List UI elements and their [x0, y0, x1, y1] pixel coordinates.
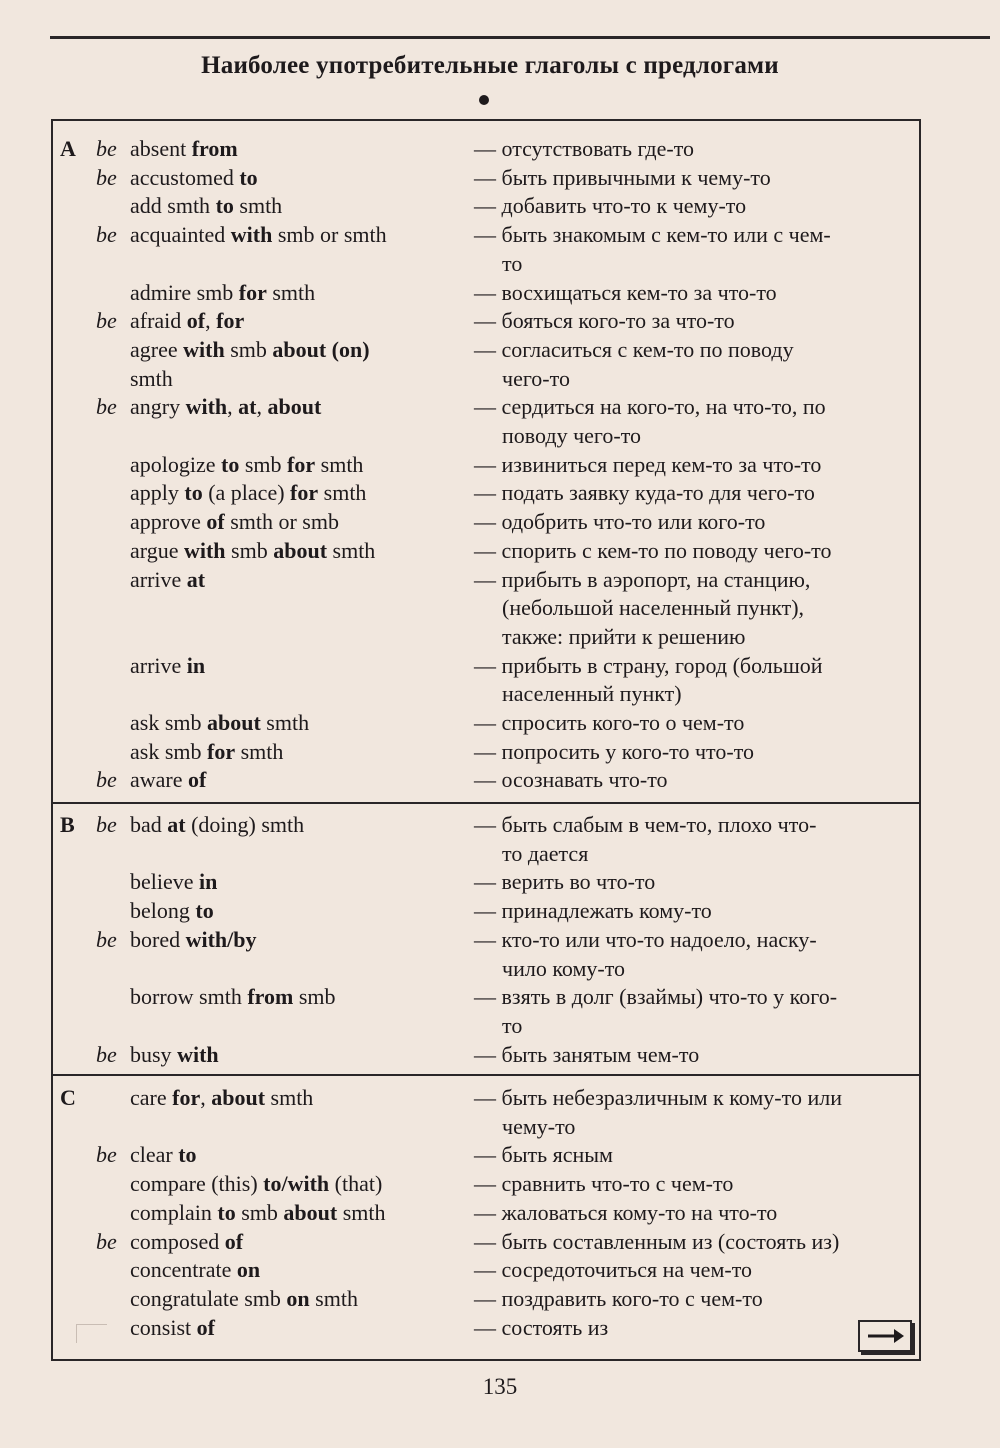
preposition: to — [239, 164, 258, 190]
russian-translation: — согласиться с кем-то по поводу — [474, 336, 794, 362]
preposition: in — [199, 869, 218, 895]
preposition: at — [238, 394, 257, 420]
preposition: of — [188, 767, 207, 793]
preposition: about — [273, 537, 328, 563]
be-prefix: be — [96, 222, 117, 248]
vocab-entry-continuation — [0, 839, 1000, 868]
russian-translation-continuation: населенный пункт) — [502, 681, 682, 707]
vocab-entry — [0, 335, 1000, 364]
vocab-entry — [0, 536, 1000, 565]
english-phrase: composed of — [130, 1228, 244, 1254]
vocab-entry-continuation — [0, 622, 1000, 651]
russian-translation: — состоять из — [474, 1314, 609, 1340]
preposition: of — [186, 308, 206, 334]
english-phrase: accustomed to — [130, 164, 258, 190]
preposition: from — [247, 984, 294, 1010]
russian-translation: — быть небезразличным к кому-то или — [474, 1085, 842, 1110]
english-phrase: borrow smth from smb — [130, 984, 336, 1010]
be-prefix: be — [96, 308, 117, 334]
english-phrase: congratulate smb on smth — [130, 1285, 358, 1311]
preposition: to/with — [263, 1171, 330, 1197]
russian-translation: — принадлежать кому-то — [474, 898, 712, 924]
russian-translation: — одобрить что-то или кого-то — [474, 509, 766, 535]
english-phrase: arrive at — [130, 566, 206, 592]
preposition: of — [224, 1228, 244, 1254]
bleed-through-mark — [76, 1324, 107, 1343]
english-phrase: bored with/by — [130, 926, 257, 952]
preposition: from — [191, 136, 238, 161]
section-letter: B — [60, 812, 75, 837]
preposition: to — [221, 451, 240, 477]
preposition: to — [195, 898, 214, 924]
english-phrase: argue with smb about smth — [130, 537, 376, 563]
english-phrase: ask smb about smth — [130, 710, 310, 735]
english-phrase: ask smb for smth — [130, 738, 284, 764]
vocab-entry — [0, 1255, 1000, 1284]
vocab-entry — [0, 1313, 1000, 1342]
russian-translation: — быть составленным из (состоять из) — [474, 1228, 840, 1254]
english-phrase: compare (this) to/with (that) — [130, 1171, 383, 1197]
preposition: at — [186, 566, 206, 592]
russian-translation: — прибыть в аэропорт, на станцию, — [474, 566, 811, 592]
vocab-entry — [0, 392, 1000, 421]
english-phrase-continuation: smth — [130, 365, 173, 391]
preposition: to — [178, 1142, 197, 1168]
russian-translation: — отсутствовать где-то — [474, 136, 695, 161]
english-phrase: angry with, at, about — [130, 394, 322, 420]
russian-translation-continuation: чему-то — [502, 1113, 576, 1139]
preposition: about — [267, 394, 322, 420]
russian-translation: — подать заявку куда-то для чего-то — [474, 480, 815, 506]
vocab-entry — [0, 134, 1000, 163]
english-phrase: agree with smb about (on) — [130, 336, 370, 362]
vocab-entry — [0, 651, 1000, 680]
title-bullet — [479, 95, 489, 105]
russian-translation: — поздравить кого-то с чем-то — [474, 1285, 763, 1311]
preposition: for — [287, 451, 316, 477]
section-letter: A — [60, 136, 76, 161]
english-phrase: complain to smb about smth — [130, 1199, 386, 1225]
preposition: for — [172, 1085, 201, 1110]
vocab-entry — [0, 1040, 1000, 1069]
russian-translation: — кто-то или что-то надоело, наску- — [474, 926, 817, 952]
vocab-entry-continuation — [0, 1112, 1000, 1141]
preposition: about — [283, 1199, 338, 1225]
russian-translation: — быть ясным — [474, 1142, 613, 1168]
vocab-entry — [0, 163, 1000, 192]
top-rule — [50, 36, 990, 39]
vocab-entry-continuation — [0, 421, 1000, 450]
preposition: about — [211, 1085, 266, 1110]
english-phrase: clear to — [130, 1142, 197, 1168]
preposition: for — [216, 308, 245, 334]
russian-translation-continuation: поводу чего-то — [502, 423, 642, 448]
preposition: about — [207, 710, 261, 735]
russian-translation: — спросить кого-то о чем-то — [474, 710, 745, 735]
vocab-entry-continuation — [0, 679, 1000, 708]
vocab-entry-continuation — [0, 1011, 1000, 1040]
english-phrase: believe in — [130, 869, 218, 895]
preposition: of — [196, 1314, 215, 1340]
vocab-entry — [0, 737, 1000, 766]
russian-translation: — взять в долг (взаймы) что-то у кого- — [474, 984, 838, 1010]
vocab-entry — [0, 925, 1000, 954]
english-phrase: approve of smth or smb — [130, 509, 339, 535]
vocab-entry — [0, 191, 1000, 220]
be-prefix: be — [96, 767, 117, 793]
be-prefix: be — [96, 926, 117, 952]
russian-translation: — быть привычными к чему-то — [474, 164, 771, 190]
vocab-entry — [0, 1140, 1000, 1169]
english-phrase: acquainted with smb or smth — [130, 222, 387, 248]
russian-translation: — сосредоточиться на чем-то — [474, 1257, 753, 1283]
vocab-entry — [0, 565, 1000, 594]
russian-translation: — прибыть в страну, город (большой — [474, 652, 823, 678]
english-phrase: aware of — [130, 767, 207, 793]
russian-translation: — восхищаться кем-то за что-то — [474, 279, 777, 305]
english-phrase: apologize to smb for smth — [130, 451, 364, 477]
preposition: to — [217, 1199, 236, 1225]
vocab-entry — [0, 1284, 1000, 1313]
arrow-right-icon — [860, 1322, 910, 1350]
russian-translation: — быть знакомым с кем-то или с чем- — [474, 222, 831, 248]
vocab-entry — [0, 896, 1000, 925]
page-title: Наиболее употребительные глаголы с предлогами — [201, 52, 779, 79]
section-divider — [51, 802, 921, 804]
vocab-entry — [0, 708, 1000, 737]
be-prefix: be — [96, 164, 117, 190]
english-phrase: concentrate on — [130, 1257, 261, 1283]
russian-translation: — спорить с кем-то по поводу чего-то — [474, 537, 832, 563]
english-phrase: admire smb for smth — [130, 279, 316, 305]
preposition: for — [290, 480, 319, 506]
russian-translation-continuation: то дается — [502, 840, 589, 866]
russian-translation-continuation: также: прийти к решению — [502, 623, 746, 649]
english-phrase: afraid of, for — [130, 308, 245, 334]
english-phrase: arrive in — [130, 652, 206, 678]
vocab-entry — [0, 306, 1000, 335]
preposition: in — [186, 652, 206, 678]
vocab-entry — [0, 507, 1000, 536]
page-number: 135 — [482, 1374, 518, 1399]
russian-translation-continuation: чего-то — [502, 365, 570, 391]
vocab-entry — [0, 765, 1000, 794]
english-phrase: belong to — [130, 898, 214, 924]
russian-translation: — бояться кого-то за что-то — [474, 308, 735, 334]
english-phrase: busy with — [130, 1041, 219, 1067]
preposition: about (on) — [272, 336, 370, 362]
be-prefix: be — [96, 1041, 117, 1067]
vocab-entry — [0, 867, 1000, 896]
preposition: with/by — [185, 926, 257, 952]
russian-translation-continuation: то — [502, 1012, 523, 1038]
preposition: with — [183, 336, 225, 362]
section-letter: C — [60, 1085, 76, 1110]
vocab-entry — [0, 278, 1000, 307]
preposition: for — [207, 738, 236, 764]
vocab-entry-continuation — [0, 364, 1000, 393]
vocab-entry — [0, 982, 1000, 1011]
english-phrase: consist of — [130, 1314, 215, 1340]
russian-translation-continuation: (небольшой населенный пункт), — [502, 595, 805, 621]
russian-translation: — добавить что-то к чему-то — [474, 193, 747, 219]
vocab-entry — [0, 1227, 1000, 1256]
preposition: with — [185, 394, 228, 420]
be-prefix: be — [96, 136, 117, 161]
next-page-arrow-button[interactable] — [858, 1320, 912, 1352]
russian-translation: — извиниться перед кем-то за что-то — [474, 451, 822, 477]
russian-translation: — быть занятым чем-то — [474, 1041, 700, 1067]
english-phrase: absent from — [130, 136, 238, 161]
russian-translation: — сравнить что-то с чем-то — [474, 1171, 734, 1197]
vocab-entry — [0, 220, 1000, 249]
russian-translation: — сердиться на кого-то, на что-то, по — [474, 394, 826, 420]
preposition: with — [183, 537, 226, 563]
preposition: on — [286, 1285, 310, 1311]
vocab-entry — [0, 450, 1000, 479]
be-prefix: be — [96, 1142, 117, 1168]
russian-translation-continuation: чило кому-то — [502, 955, 626, 981]
preposition: with — [177, 1041, 219, 1067]
preposition: with — [230, 222, 273, 248]
russian-translation: — попросить у кого-то что-то — [474, 738, 755, 764]
russian-translation: — верить во что-то — [474, 869, 656, 895]
english-phrase: care for, about smth — [130, 1085, 314, 1110]
russian-translation: — осознавать что-то — [474, 767, 668, 793]
english-phrase: bad at (doing) smth — [130, 812, 305, 837]
vocab-entry — [0, 1198, 1000, 1227]
vocab-entry — [0, 1169, 1000, 1198]
preposition: at — [167, 812, 186, 837]
preposition: for — [238, 279, 267, 305]
be-prefix: be — [96, 812, 117, 837]
preposition: to — [184, 480, 203, 506]
be-prefix: be — [96, 1228, 117, 1254]
vocab-entry-continuation — [0, 954, 1000, 983]
section-divider — [51, 1074, 921, 1076]
vocab-entry-continuation — [0, 249, 1000, 278]
english-phrase: add smth to smth — [130, 193, 283, 219]
be-prefix: be — [96, 394, 117, 420]
russian-translation: — быть слабым в чем-то, плохо что- — [474, 812, 817, 837]
vocab-entry — [0, 810, 1000, 839]
vocab-entry — [0, 478, 1000, 507]
preposition: to — [215, 193, 234, 219]
preposition: on — [236, 1257, 261, 1283]
vocab-entry-continuation — [0, 593, 1000, 622]
vocab-entry — [0, 1083, 1000, 1112]
english-phrase: apply to (a place) for smth — [130, 480, 367, 506]
russian-translation-continuation: то — [502, 250, 523, 276]
russian-translation: — жаловаться кому-то на что-то — [474, 1199, 778, 1225]
preposition: of — [206, 509, 225, 535]
